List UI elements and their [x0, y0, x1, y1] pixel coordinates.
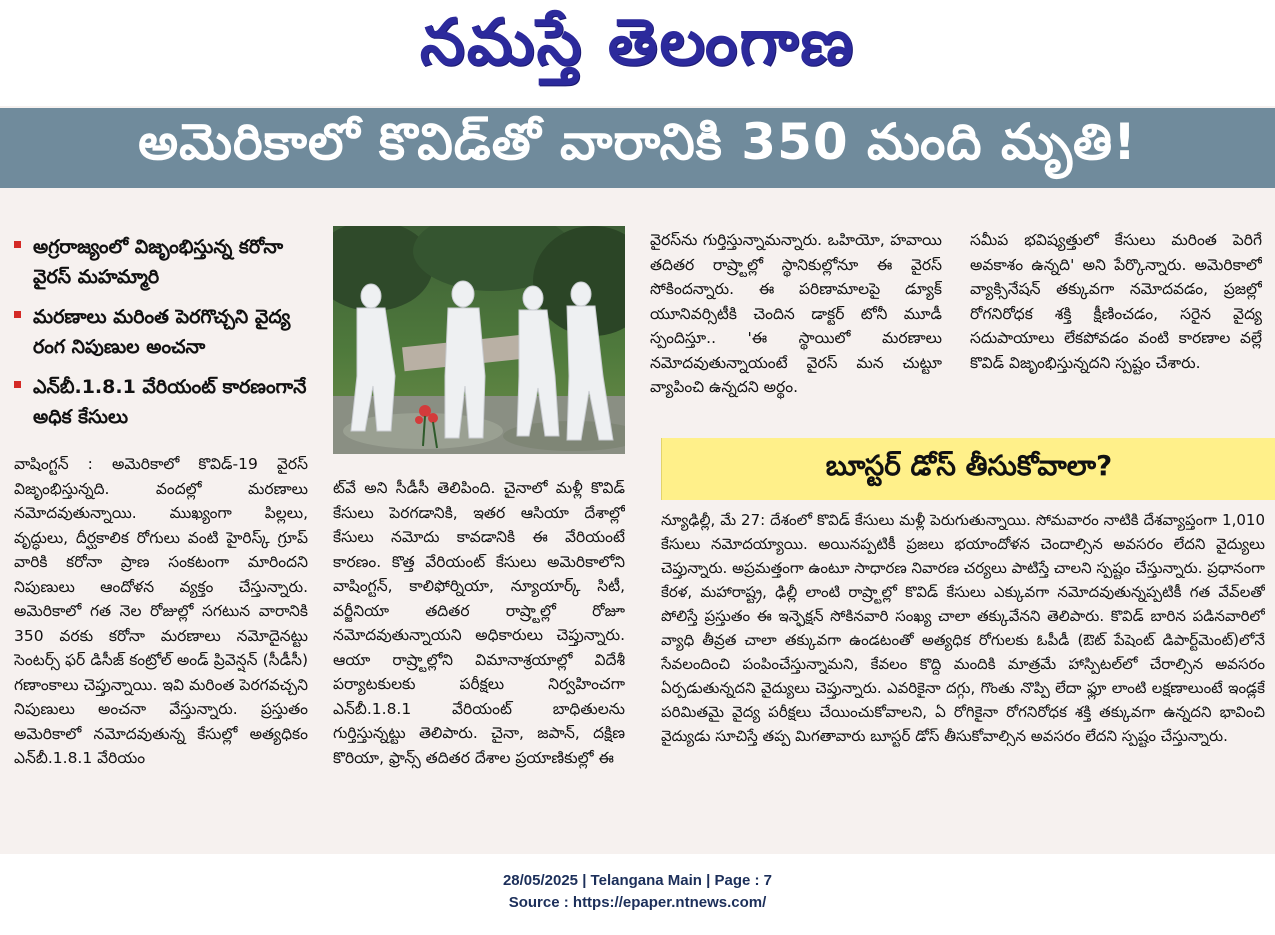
- article-column-3: వైరస్‌ను గుర్తిస్తున్నామన్నారు. ఒహియో, హవాయి తదితర రాష్ర్టాల్లో స్థానికుల్లోనూ ఈ వైరస్ సోకిందన్నారు. ఈ పరిణామాలపై డ్యూక్ యూనివర్సిటీకి చెందిన డాక్టర్ టోనీ మూడీ స్పందిస్తూ.. 'ఈ స్థాయిలో మరణాలు నమోదవుతున్నాయంటే వైరస్ మన చుట్టూ వ్యాపించి ఉన్నదని అర్థం.: [650, 231, 942, 396]
- article-photo: [333, 226, 625, 454]
- footer-source-link[interactable]: Source : https://epaper.ntnews.com/: [508, 894, 767, 911]
- highlight-text: మరణాలు మరింత పెరగొచ్చని వైద్య రంగ నిపుణుల అంచనా: [33, 306, 291, 358]
- article-column-1: వాషింగ్టన్ : అమెరికాలో కొవిడ్-19 వైరస్ విజృంభిస్తున్నది. వందల్లో మరణాలు నమోదవుతున్నాయి. ముఖ్యంగా పిల్లలు, వృద్ధులు, దీర్ఘకాలిక రోగులు వంటి హైరిస్క్ గ్రూప్ వారికి కరోనా ప్రాణ సంకటంగా మారిందని నిపుణులు ఆందోళన వ్యక్తం చేస్తున్నారు. అమెరికాలో గత నెల రోజుల్లో సగటున వారానికి 350 వరకు కరోనా మరణాలు నమోదైనట్టు సెంటర్స్ ఫర్ డిసీజ్ కంట్రోల్ అండ్ ప్రివెన్షన్ (సీడీసీ) గణాంకాలు చెప్తున్నాయి. ఇవి మరింత పెరగవచ్చని నిపుణులు అంచనా వేస్తున్నారు. ప్రస్తుతం అమెరికాలో నమోదవుతున్న కేసుల్లో అత్యధికం ఎన్‌బీ.1.8.1 వేరియం: [14, 455, 308, 767]
- booster-dose-headline: బూస్టర్ డోస్ తీసుకోవాలా?: [825, 449, 1113, 482]
- subheadline-bar: [661, 438, 1275, 500]
- booster-article-body: న్యూఢిల్లీ, మే 27: దేశంలో కొవిడ్ కేసులు మళ్లీ పెరుగుతున్నాయి. సోమవారం నాటికి దేశవ్యాప్తంగా 1,010 కేసులు నమోదయ్యాయి. అయినప్పటికీ ప్రజలు భయాందోళన చెందాల్సిన అవసరం లేదని వైద్యులు చెప్తున్నారు. అప్రమత్తంగా ఉంటూ సాధారణ నివారణ చర్యలు పాటిస్తే చాలని స్పష్టం చేస్తున్నారు. ప్రధానంగా కేరళ, మహారాష్ట్ర, ఢిల్లీ లాంటి రాష్ర్టాల్లో కొవిడ్ కేసులు ఎక్కువగా నమోదవుతున్నప్పటికీ గత వేవ్‌లతో పోలిస్తే ప్రస్తుతం ఈ ఇన్ఫెక్షన్ సోకినవారి సంఖ్య చాలా తక్కువేనని తెలిపారు. కొవిడ్ బారిన పడినవారిలో వ్యాధి తీవ్రత చాలా తక్కువగా ఉండటంతో అత్యధిక రోగులకు ఓపీడీ (ఔట్ పేషెంట్ డిపార్ట్‌మెంట్)లోనే సేవలందించి పంపించేస్తున్నామని, కేవలం కొద్ది మందికి మాత్రమే హాస్పిటల్‌లో చేరాల్సిన అవసరం ఏర్పడుతున్నదని వైద్యులు చెప్తున్నారు. ఎవరికైనా దగ్గు, గొంతు నొప్పి లేదా ఫ్లూ లాంటి లక్షణాలుంటే ఇండ్లకే పరిమితమై వైద్య పరీక్షలు చేయించుకోవాలని, ఏ రోగికైనా రోగనిరోధక శక్తి తక్కువగా ఉన్నదని భావించి వైద్యుడు సూచిస్తే తప్ప మిగతావారు బూస్టర్ డోస్ తీసుకోవాల్సిన అవసరం లేదని స్పష్టం చేస్తున్నారు.: [661, 511, 1265, 745]
- page-footer: [0, 870, 1275, 914]
- highlight-text: అగ్రరాజ్యంలో విజృంభిస్తున్న కరోనా వైరస్ మహమ్మారి: [33, 236, 284, 288]
- bullet-square-icon: [14, 241, 21, 248]
- article-column-2: ట్‌వే అని సీడీసీ తెలిపింది. చైనాలో మళ్లీ కొవిడ్ కేసులు పెరగడానికి, ఇతర ఆసియా దేశాల్లో కేసులు నమోదు కావడానికి ఈ వేరియంటే కారణం. కొత్త వేరియంట్ కేసులు అమెరికాలోని వాషింగ్టన్, కాలిఫోర్నియా, న్యూయార్క్ సిటీ, వర్జీనియా తదితర రాష్ర్టాల్లో రోజూ నమోదవుతున్నాయని అధికారులు చెప్తున్నారు. ఆయా రాష్ర్టాల్లోని విమానాశ్రయాల్లో విదేశీ పర్యాటకులకు పరీక్షలు నిర్వహించగా ఎన్‌బీ.1.8.1 వేరియంట్ బాధితులను గుర్తిస్తున్నట్టు తెలిపారు. చైనా, జపాన్, దక్షిణ కొరియా, ఫ్రాన్స్ తదితర దేశాల ప్రయాణికుల్లో ఈ: [333, 479, 625, 767]
- highlight-text: ఎన్‌బీ.1.8.1 వేరియంట్ కారణంగానే అధిక కేసులు: [33, 376, 307, 428]
- headline-bar: [0, 108, 1275, 188]
- article-column-4: సమీప భవిష్యత్తులో కేసులు మరింత పెరిగే అవకాశం ఉన్నది' అని పేర్కొన్నారు. అమెరికాలో వ్యాక్సినేషన్ తక్కువగా నమోదవడం, ప్రజల్లో రోగనిరోధక శక్తి క్షీణించడం, సరైన వైద్య సదుపాయాలు లేకపోవడం వంటి కారణాల వల్లే కొవిడ్ విజృంభిస్తున్నదని స్పష్టం చేశారు.: [970, 231, 1262, 372]
- burial-scene-illustration: [333, 226, 625, 454]
- masthead-logo: నమస్తే తెలంగాణ: [419, 5, 856, 80]
- highlight-item: [14, 302, 320, 362]
- highlights-list: [14, 232, 320, 432]
- main-headline: అమెరికాలో కొవిడ్‌తో వారానికి 350 మంది మృతి!: [138, 112, 1137, 171]
- footer-date-edition: 28/05/2025 | Telangana Main | Page : 7: [502, 872, 773, 889]
- highlight-item: [14, 372, 320, 432]
- bullet-square-icon: [14, 381, 21, 388]
- masthead: [0, 0, 1275, 100]
- highlight-item: [14, 232, 320, 292]
- bullet-square-icon: [14, 311, 21, 318]
